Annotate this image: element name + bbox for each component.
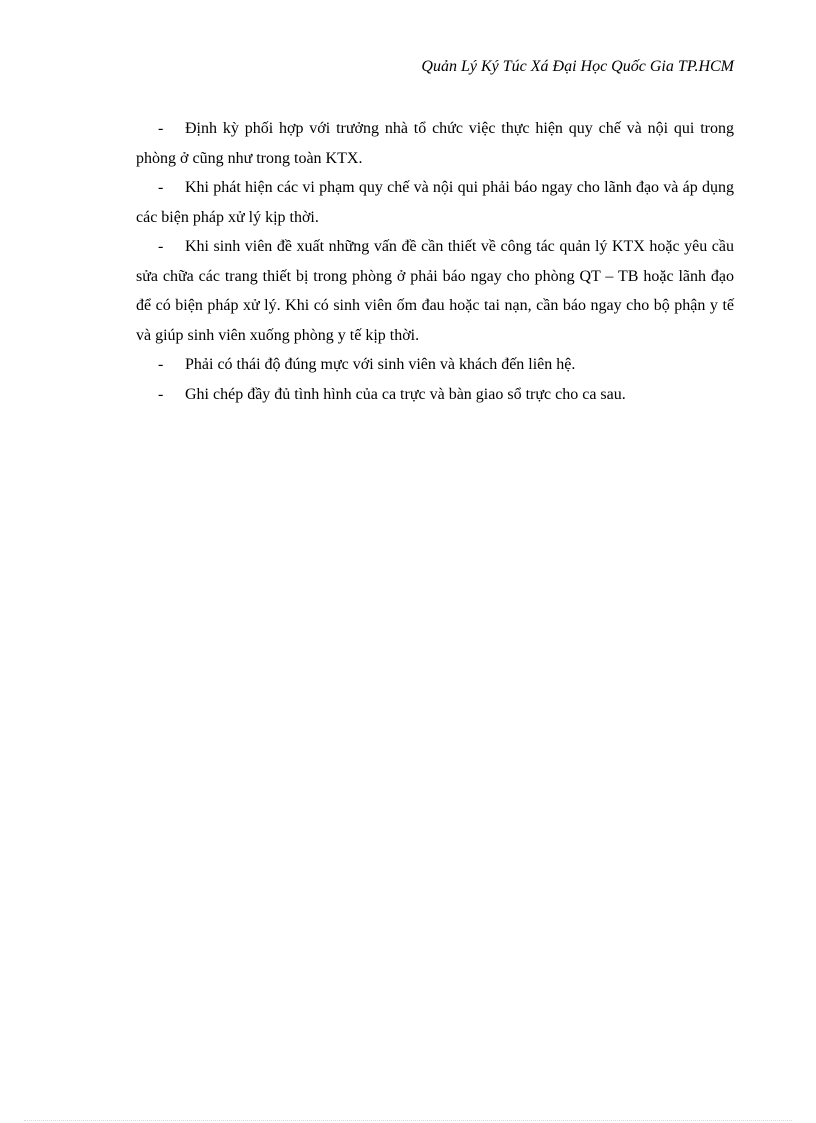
list-item-text: Khi sinh viên đề xuất những vấn đề cần thiết về công tác quản lý KTX hoặc yêu cầu sửa chữa các trang thiết bị trong phòng ở phải báo ngay cho phòng QT – TB hoặc lãnh đạo để có biện pháp xử lý. Khi có sinh viên ốm đau hoặc tai nạn, cần báo ngay cho bộ phận y tế và giúp sinh viên xuống phòng y tế kịp thời.	[136, 238, 734, 344]
bullet-dash: -	[158, 179, 164, 196]
bullet-dash: -	[158, 356, 164, 373]
list-item	[136, 114, 734, 173]
page-bottom-divider	[24, 1120, 792, 1121]
list-item-text: Phải có thái độ đúng mực với sinh viên và khách đến liên hệ.	[185, 356, 576, 373]
bullet-dash: -	[158, 120, 164, 137]
bullet-dash: -	[158, 385, 164, 403]
body-content	[136, 114, 734, 409]
list-item	[136, 232, 734, 350]
list-item	[136, 173, 734, 232]
list-item	[136, 380, 734, 410]
list-item	[136, 350, 734, 380]
list-item-text: Khi phát hiện các vi phạm quy chế và nội qui phải báo ngay cho lãnh đạo và áp dụng các biện pháp xử lý kịp thời.	[136, 179, 734, 226]
running-header: Quản Lý Ký Túc Xá Đại Học Quốc Gia TP.HCM	[421, 58, 734, 75]
list-item-text: Định kỳ phối hợp với trưởng nhà tổ chức việc thực hiện quy chế và nội qui trong phòng ở cũng như trong toàn KTX.	[136, 120, 734, 167]
list-item-text: Ghi chép đầy đủ tình hình của ca trực và bàn giao sổ trực cho ca sau.	[185, 385, 626, 403]
bullet-dash: -	[158, 238, 164, 255]
